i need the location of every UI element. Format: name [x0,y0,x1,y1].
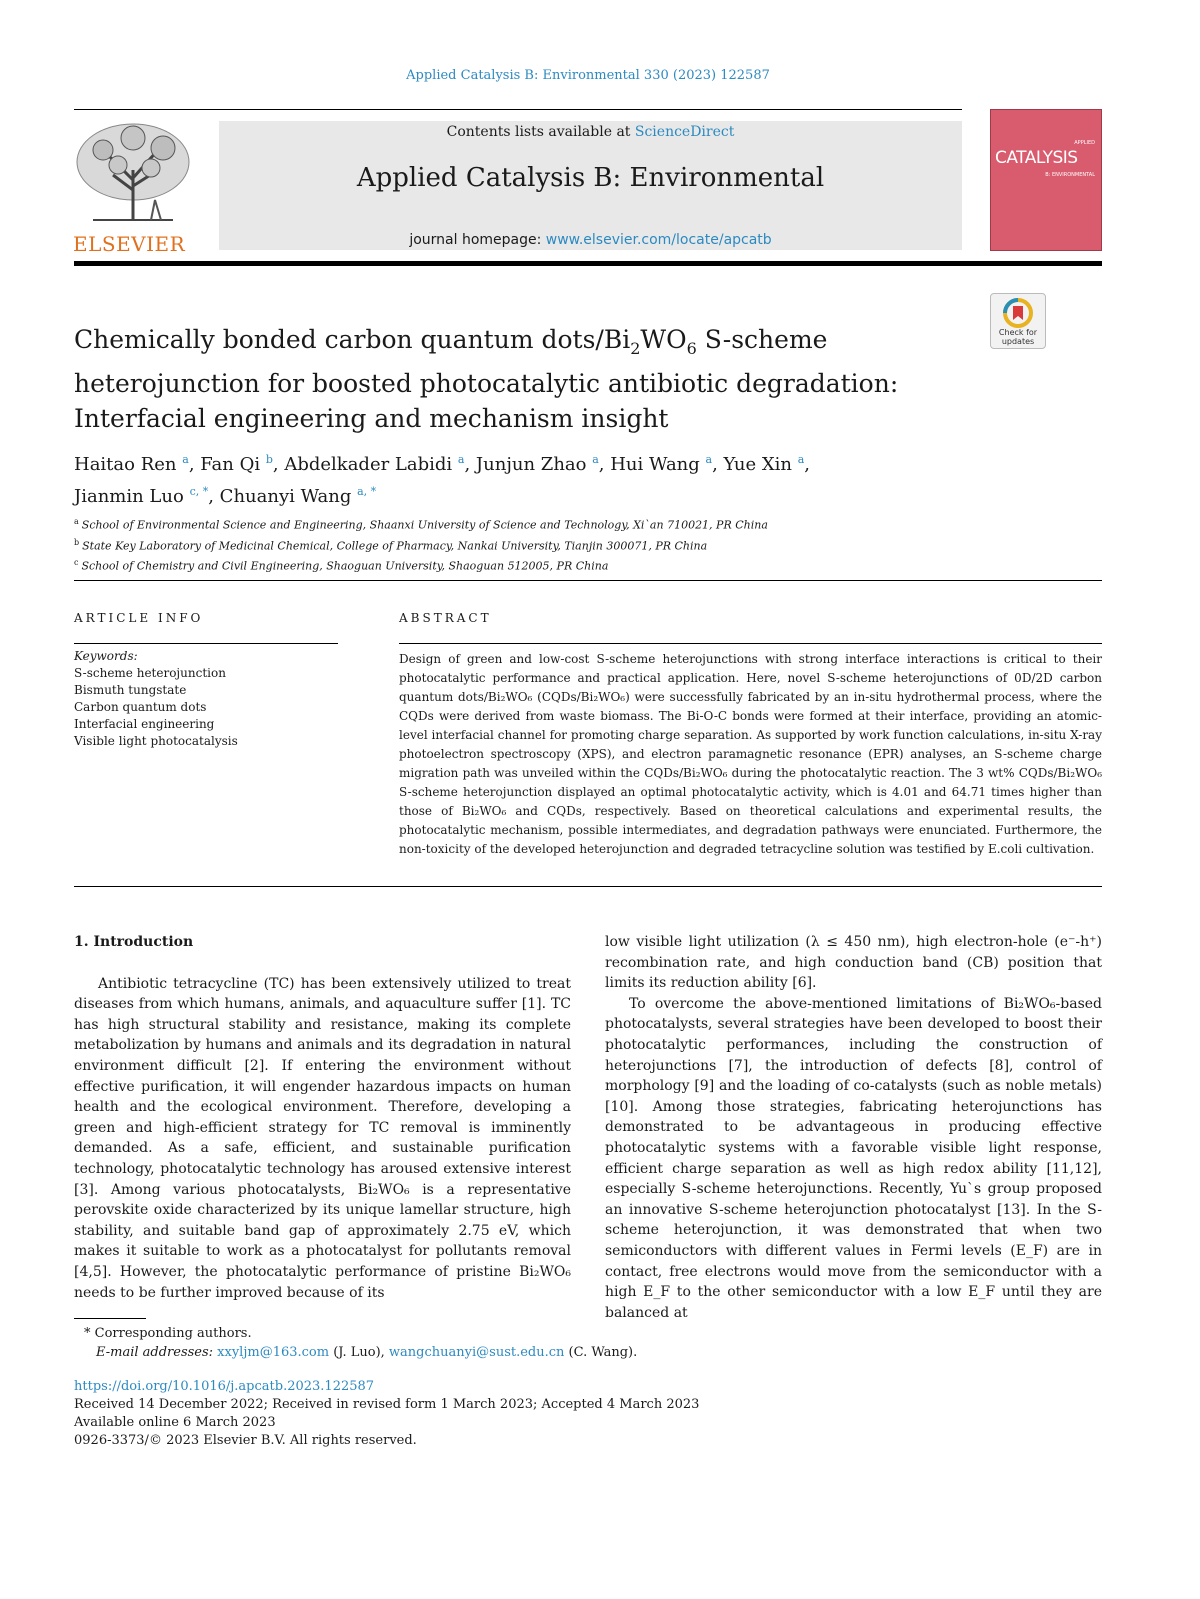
affiliations [74,513,1104,575]
author[interactable]: Haitao Ren $^a$ [74,453,189,475]
badge-text: Check for updates [998,328,1038,346]
cover-applied-label: APPLIED [1074,140,1095,146]
header-top-rule [74,109,962,110]
elsevier-logo [73,120,193,256]
check-for-updates-icon [1003,298,1033,328]
affiliation: $^a$ School of Environmental Science and Engineering, Shaanxi University of Science and Technology, Xi`an 710021, PR China [74,517,768,532]
intro-paragraph: low visible light utilization (λ ≤ 450 nm), high electron-hole (e⁻-h⁺) recombination rate, and high conduction band (CB) position that limits its reduction ability [6]. [605,934,1102,992]
author[interactable]: Junjun Zhao $^a$ [475,453,599,475]
intro-heading: 1. Introduction [74,934,194,950]
email-link[interactable]: xxyljm@163.com [217,1345,330,1360]
copyright: 0926-3373/© 2023 Elsevier B.V. All rights reserved. [74,1433,417,1448]
author[interactable]: Abdelkader Labidi $^a$ [284,453,465,475]
check-for-updates-badge[interactable] [990,293,1046,349]
intro-left-column [74,932,571,1303]
doi-link[interactable]: https://doi.org/10.1016/j.apcatb.2023.122587 [74,1379,375,1394]
author-list: Haitao Ren $^a$, Fan Qi $^b$, Abdelkader Labidi $^a$, Junjun Zhao $^a$, Hui Wang $^a$, Yue Xin $^a$, Jianmin Luo $^{c, *}$, Chuanyi Wang $^{a, *}$ [74,453,811,507]
footnote-rule [74,1318,146,1319]
keywords-label: Keywords: [74,649,138,663]
keyword: Carbon quantum dots [74,700,207,714]
contents-available-line: Contents lists available at ScienceDirect [446,124,735,140]
received-dates: Received 14 December 2022; Received in revised form 1 March 2023; Accepted 4 March 2023 [74,1397,700,1412]
cover-catalysis-label: CATALYSIS [995,148,1078,168]
journal-homepage-line: journal homepage: www.elsevier.com/locate/apcatb [409,232,772,248]
author[interactable]: Fan Qi $^b$ [200,453,273,475]
journal-banner [219,121,962,250]
journal-title: Applied Catalysis B: Environmental [356,163,825,193]
sciencedirect-link[interactable]: ScienceDirect [634,124,735,140]
footnotes [74,1324,637,1362]
elsevier-wordmark: ELSEVIER [73,232,186,256]
keywords-block [74,648,344,750]
email-link[interactable]: wangchuanyi@sust.edu.cn [388,1345,565,1360]
keyword: Interfacial engineering [74,717,215,731]
author[interactable]: Hui Wang $^a$ [610,453,713,475]
elsevier-tree-icon [73,120,193,224]
affiliation: $^c$ School of Chemistry and Civil Engineering, Shaoguan University, Shaoguan 512005, PR China [74,558,609,573]
affiliation: $^b$ State Key Laboratory of Medicinal Chemical, College of Pharmacy, Nankai University, Tianjin 300071, PR China [74,537,708,553]
article-title: Chemically bonded carbon quantum dots/$Bi_2WO_6$ S-scheme heterojunction for boosted photocatalytic antibiotic degradation: Interfacial engineering and mechanism insight [74,325,899,433]
keyword: S-scheme heterojunction [74,666,226,680]
author[interactable]: Chuanyi Wang $^{a, *}$ [219,485,377,507]
publication-info [74,1378,699,1450]
journal-cover-thumbnail [990,109,1102,251]
journal-homepage-link[interactable]: www.elsevier.com/locate/apcatb [545,232,772,248]
author[interactable]: Yue Xin $^a$ [723,453,805,475]
journal-citation-link[interactable]: Applied Catalysis B: Environmental 330 (2023) 122587 [406,68,770,83]
header-thick-rule [74,261,1102,266]
intro-right-column [605,932,1102,1323]
abstract-heading: ABSTRACT [399,611,492,625]
abstract-rule [399,643,1102,644]
intro-paragraph: To overcome the above-mentioned limitations of Bi₂WO₆-based photocatalysts, several strategies have been developed to boost their photocatalytic performances, including the construction of heterojunctions [7], the introduction of defects [8], control of morphology [9] and the loading of co-catalysts (such as noble metals) [10]. Among those strategies, fabricating heterojunctions has demonstrated to be advantageous in producing effective photocatalytic systems with a favorable visible light response, efficient charge separation as well as high redox ability [11,12], especially S-scheme heterojunctions. Recently, Yu`s group proposed an innovative S-scheme heterojunction photocatalyst [13]. In the S-scheme heterojunction, it was demonstrated that when two semiconductors with different values in Fermi levels (E_F) are in contact, free electrons would move from the semiconductor with a high E_F to the other semiconductor with a low E_F until they are balanced at [605,995,1102,1321]
corresponding-note: * Corresponding authors. [84,1326,252,1341]
intro-paragraph: Antibiotic tetracycline (TC) has been extensively utilized to treat diseases from which humans, animals, and aquaculture suffer [1]. TC has high structural stability and resistance, making its complete metabolization by humans and animals and its degradation in natural environment difficult [2]. If entering the environment without effective purification, it will engender hazardous impacts on human health and the ecological environment. Therefore, developing a green and high-efficient strategy for TC removal is imminently demanded. As a safe, efficient, and sustainable purification technology, photocatalytic technology has aroused extensive interest [3]. Among various photocatalysts, Bi₂WO₆ is a representative perovskite oxide characterized by its unique lamellar structure, high stability, and suitable band gap of approximately 2.75 eV, which makes it suitable to work as a photocatalyst for pollutants removal [4,5]. However, the photocatalytic performance of pristine Bi₂WO₆ needs to be further improved because of its [74,975,571,1301]
article-info-heading: ARTICLE INFO [74,611,204,625]
keyword: Bismuth tungstate [74,683,187,697]
article-info-rule [74,643,338,644]
abstract-text: Design of green and low-cost S-scheme heterojunctions with strong interface interactions is critical to their photocatalytic performance and practical application. Here, novel S-scheme heterojunctions of 0D/2D carbon quantum dots/Bi₂WO₆ (CQDs/Bi₂WO₆) were successfully fabricated by an in-situ hydrothermal process, where the CQDs were derived from waste biomass. The Bi-O-C bonds were formed at their interface, providing an atomic-level interfacial channel for promoting charge separation. As supported by work function calculations, in-situ X-ray photoelectron spectroscopy (XPS), and electron paramagnetic resonance (EPR) analyses, an S-scheme charge migration path was unveiled within the CQDs/Bi₂WO₆ during the photocatalytic reaction. The 3 wt% CQDs/Bi₂WO₆ S-scheme heterojunction displayed an optimal photocatalytic activity, which is 4.01 and 64.71 times higher than those of Bi₂WO₆ and CQDs, respectively. Based on theoretical calculations and experimental results, the photocatalytic mechanism, possible intermediates, and degradation pathways were enunciated. Furthermore, the non-toxicity of the developed heterojunction and degraded tetracycline solution was testified by E.coli cultivation. [399,652,1102,856]
affiliation-rule [74,580,1102,581]
author[interactable]: Jianmin Luo $^{c, *}$ [74,485,209,507]
abstract-bottom-rule [74,886,1102,887]
cover-environmental-label: B: ENVIRONMENTAL [1045,172,1095,178]
email-line: E-mail addresses: xxyljm@163.com (J. Luo), wangchuanyi@sust.edu.cn (C. Wang). [96,1345,638,1360]
available-online: Available online 6 March 2023 [74,1415,276,1430]
keyword: Visible light photocatalysis [74,734,238,748]
